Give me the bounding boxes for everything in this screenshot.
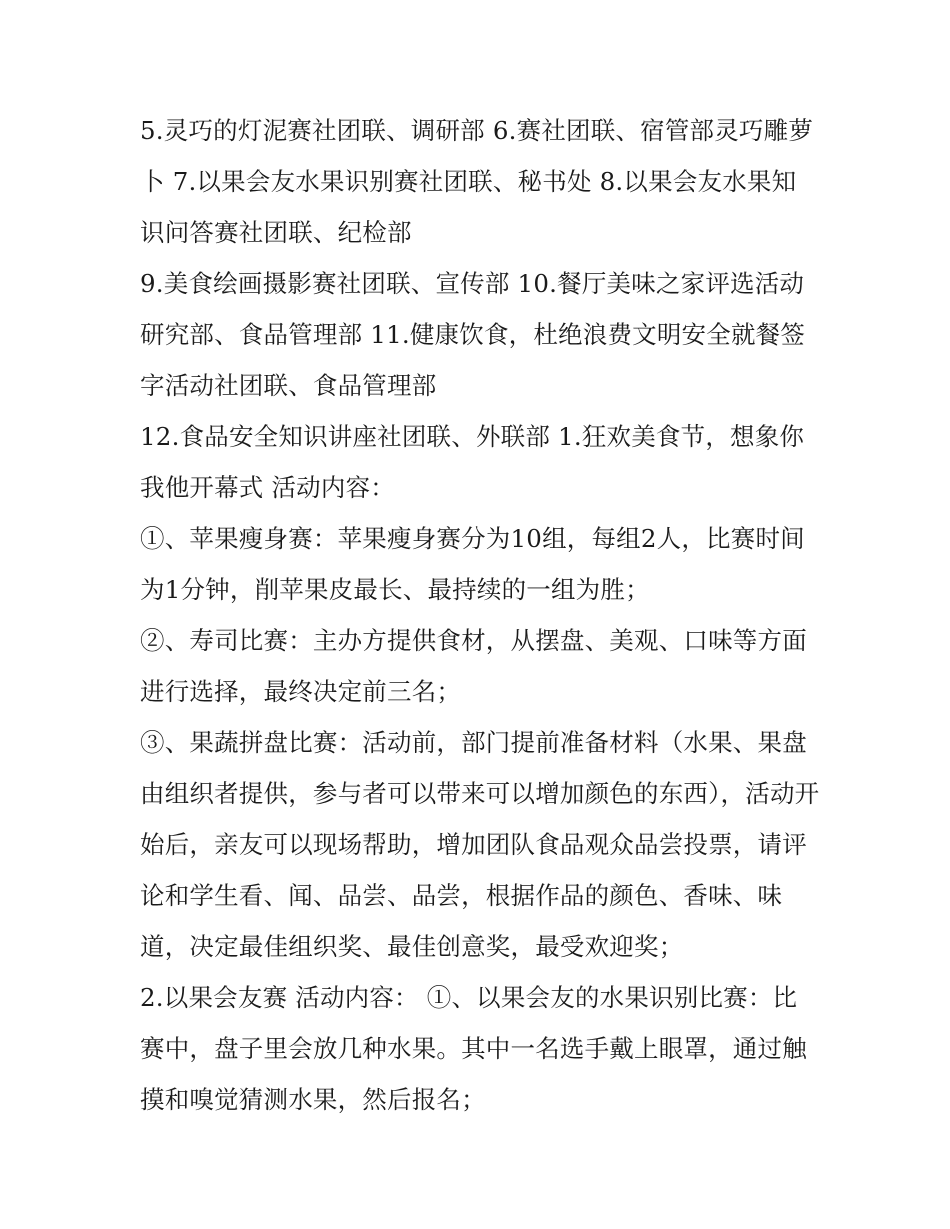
- paragraph-fruit-identification-contest: 2.以果会友赛 活动内容： ①、以果会友的水果识别比赛：比赛中，盘子里会放几种水果。其中一名选手戴上眼罩，通过触摸和嗅觉猜测水果，然后报名；: [140, 983, 807, 1114]
- paragraph-events-9-11: 9.美食绘画摄影赛社团联、宣传部 10.餐厅美味之家评选活动研究部、食品管理部 11.健康饮食，杜绝浪费文明安全就餐签字活动社团联、食品管理部: [140, 269, 806, 400]
- paragraph-apple-peeling-contest: ①、苹果瘦身赛：苹果瘦身赛分为10组，每组2人，比赛时间为1分钟，削苹果皮最长、最持续的一组为胜；: [140, 524, 805, 604]
- paragraph-sushi-contest: ②、寿司比赛：主办方提供食材，从摆盘、美观、口味等方面进行选择，最终决定前三名；: [140, 626, 807, 706]
- paragraph-events-5-8: 5.灵巧的灯泥赛社团联、调研部 6.赛社团联、宿管部灵巧雕萝卜 7.以果会友水果识别赛社团联、秘书处 8.以果会友水果知识问答赛社团联、纪检部: [140, 116, 814, 247]
- paragraph-event-12-opening: 12.食品安全知识讲座社团联、外联部 1.狂欢美食节，想象你我他开幕式 活动内容：: [140, 422, 805, 502]
- paragraph-fruit-platter-contest: ③、果蔬拼盘比赛：活动前，部门提前准备材料（水果、果盘由组织者提供，参与者可以带来可以增加颜色的东西），活动开始后，亲友可以现场帮助，增加团队食品观众品尝投票，请评论和学生看、闻、品尝、品尝，根据作品的颜色、香味、味道，决定最佳组织奖、最佳创意奖，最受欢迎奖；: [140, 728, 820, 961]
- document-body: [140, 105, 820, 1125]
